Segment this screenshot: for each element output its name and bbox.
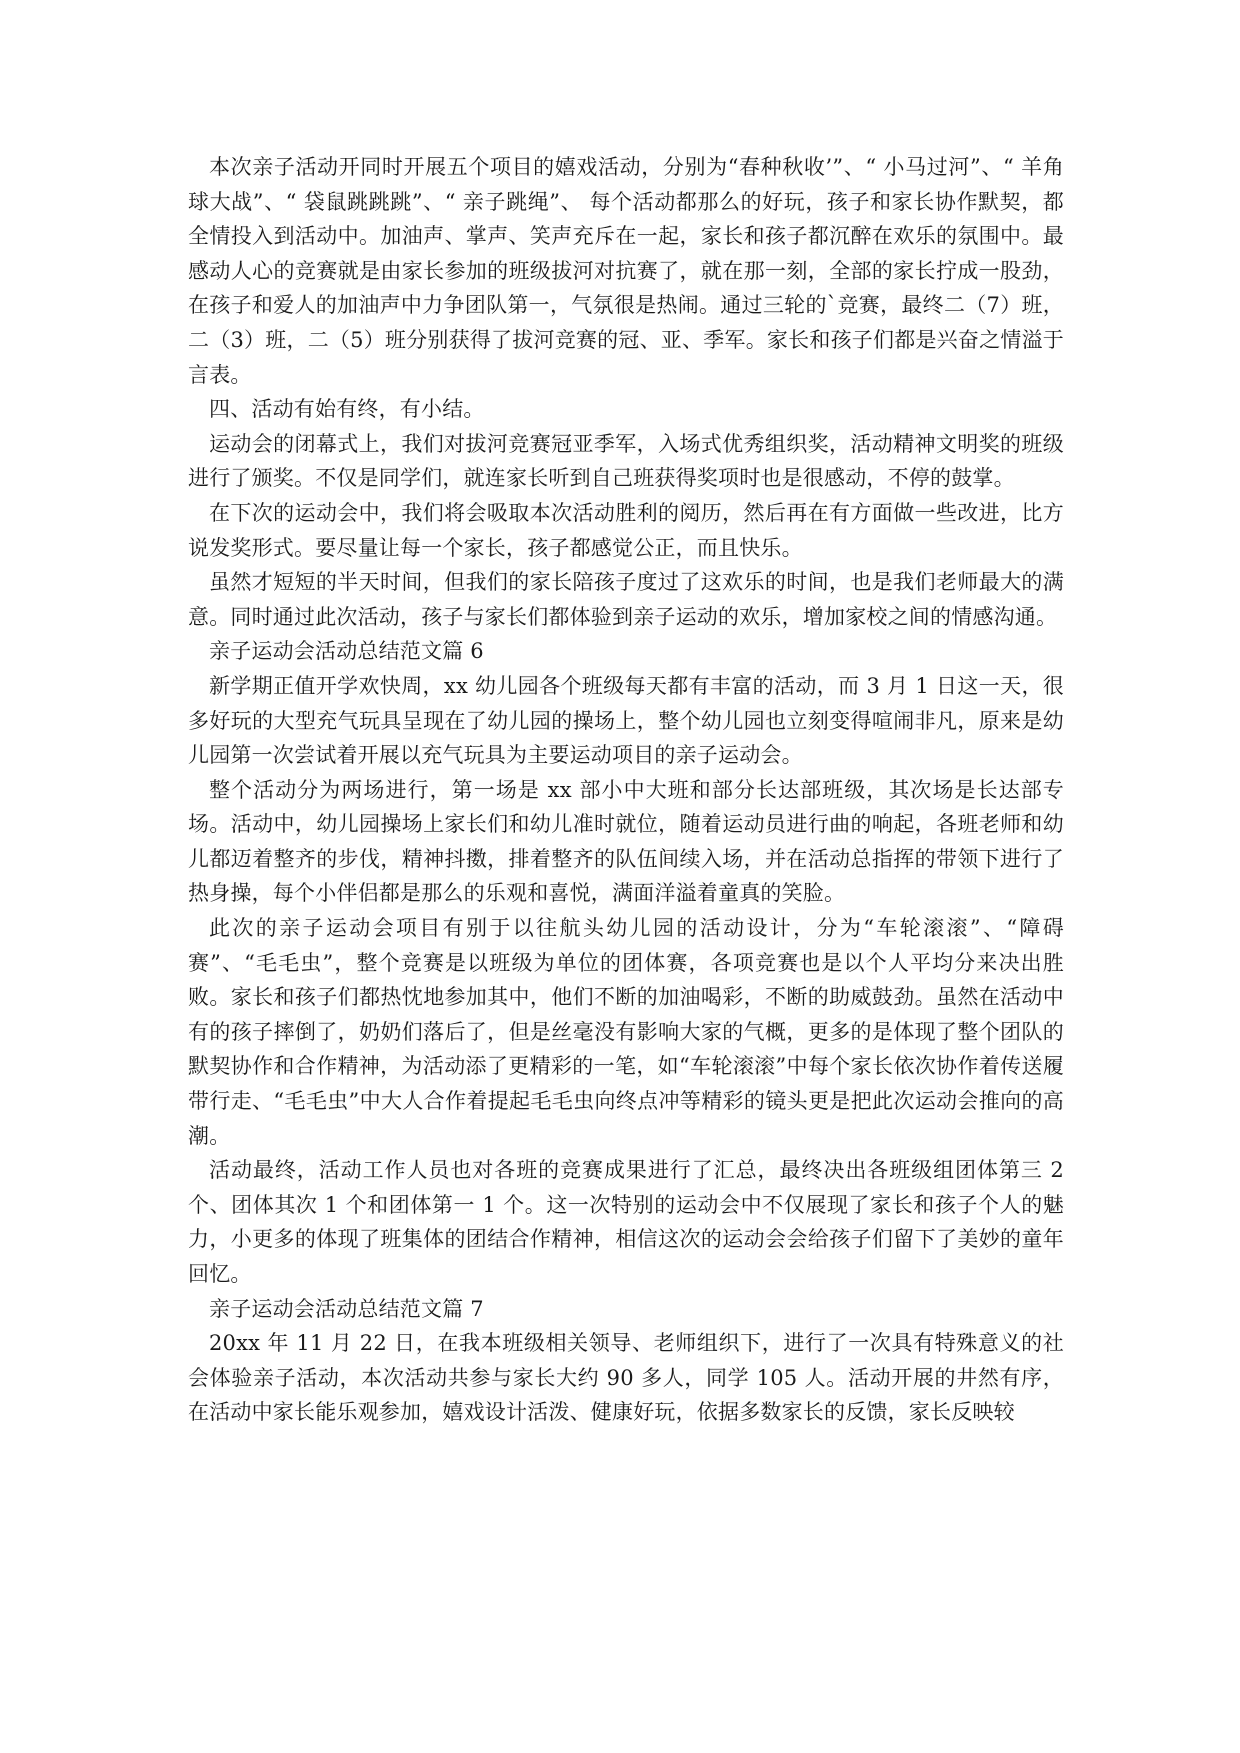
paragraph: 此次的亲子运动会项目有别于以往航头幼儿园的活动设计，分为“车轮滚滚”、“障碍赛”、“毛毛虫”，整个竞赛是以班级为单位的团体赛，各项竞赛也是以个人平均分来决出胜败。家长和孩子们都热忱地参加其中，他们不断的加油喝彩，不断的助威鼓劲。虽然在活动中有的孩子摔倒了，奶奶们落后了，但是丝毫没有影响大家的气概，更多的是体现了整个团队的默契协作和合作精神，为活动添了更精彩的一笔，如“车轮滚滚”中每个家长依次协作着传送履带行走、“毛毛虫”中大人合作着提起毛毛虫向终点冲等精彩的镜头更是把此次运动会推向的高潮。 (188, 916, 1064, 1148)
paragraph: 20xx 年 11 月 22 日，在我本班级相关领导、老师组织下，进行了一次具有特殊意义的社会体验亲子活动，本次活动共参与家长大约 90 多人，同学 105 人。活动开展的井然有序，在活动中家长能乐观参加，嬉戏设计活泼、健康好玩，依据多数家长的反馈，家长反映较 (188, 1331, 1064, 1425)
document-body (188, 150, 1064, 1430)
paragraph: 活动最终，活动工作人员也对各班的竞赛成果进行了汇总，最终决出各班级组团体第三 2 个、团体其次 1 个和团体第一 1 个。这一次特别的运动会中不仅展现了家长和孩子个人的魅力，小更多的体现了班集体的团结合作精神，相信这次的运动会会给孩子们留下了美妙的童年回忆。 (188, 1158, 1064, 1286)
article-title: 亲子运动会活动总结范文篇 7 (209, 1296, 484, 1321)
paragraph: 整个活动分为两场进行，第一场是 xx 部小中大班和部分长达部班级，其次场是长达部专场。活动中，幼儿园操场上家长们和幼儿准时就位，随着运动员进行曲的响起，各班老师和幼儿都迈着整齐的步伐，精神抖擞，排着整齐的队伍间续入场，并在活动总指挥的带领下进行了热身操，每个小伴侣都是那么的乐观和喜悦，满面洋溢着童真的笑脸。 (188, 777, 1064, 906)
paragraph: 虽然才短短的半天时间，但我们的家长陪孩子度过了这欢乐的时间，也是我们老师最大的满意。同时通过此次活动，孩子与家长们都体验到亲子运动的欢乐，增加家校之间的情感沟通。 (188, 570, 1064, 629)
paragraph: 新学期正值开学欢快周，xx 幼儿园各个班级每天都有丰富的活动，而 3 月 1 日这一天，很多好玩的大型充气玩具呈现在了幼儿园的操场上，整个幼儿园也立刻变得喧闹非凡，原来是幼儿园第一次尝试着开展以充气玩具为主要运动项目的亲子运动会。 (188, 673, 1064, 768)
paragraph: 本次亲子活动开同时开展五个项目的嬉戏活动，分别为“春种秋收’”、“ 小马过河”、“ 羊角球大战”、“ 袋鼠跳跳跳”、“ 亲子跳绳”、 每个活动都那么的好玩，孩子和家长协作默契，都全情投入到活动中。加油声、掌声、笑声充斥在一起，家长和孩子都沉醉在欢乐的氛围中。最感动人心的竞赛就是由家长参加的班级拔河对抗赛了，就在那一刻，全部的家长拧成一股劲，在孩子和爱人的加油声中力争团队第一，气氛很是热闹。通过三轮的`竞赛，最终二（7）班，二（3）班，二（5）班分别获得了拔河竞赛的冠、亚、季军。家长和孩子们都是兴奋之情溢于言表。 (188, 155, 1064, 387)
section-heading: 四、活动有始有终，有小结。 (209, 397, 485, 422)
paragraph: 在下次的运动会中，我们将会吸取本次活动胜利的阅历，然后再在有方面做一些改进，比方说发奖形式。要尽量让每一个家长，孩子都感觉公正，而且快乐。 (188, 500, 1064, 560)
paragraph: 运动会的闭幕式上，我们对拔河竞赛冠亚季军，入场式优秀组织奖，活动精神文明奖的班级进行了颁奖。不仅是同学们，就连家长听到自己班获得奖项时也是很感动，不停的鼓掌。 (188, 431, 1064, 491)
article-title: 亲子运动会活动总结范文篇 6 (209, 639, 484, 664)
